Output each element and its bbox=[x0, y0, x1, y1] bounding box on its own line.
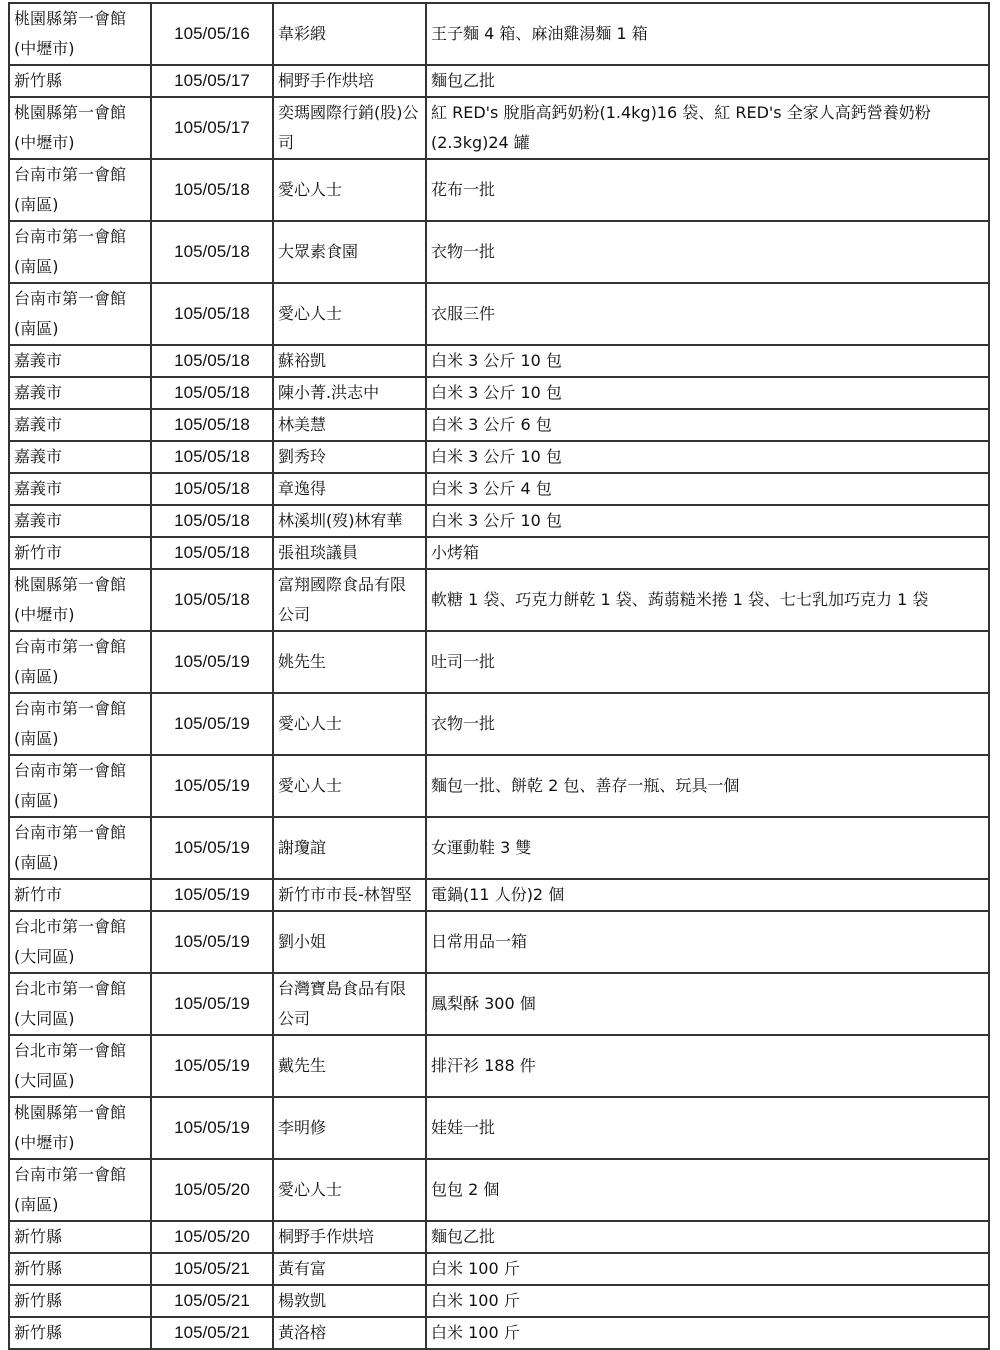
table-row bbox=[9, 159, 989, 221]
table-row bbox=[9, 283, 989, 345]
items-cell: 白米 3 公斤 10 包 bbox=[426, 345, 989, 377]
items-cell: 衣物一批 bbox=[426, 221, 989, 283]
donor-cell: 愛心人士 bbox=[273, 283, 426, 345]
donor-cell: 姚先生 bbox=[273, 631, 426, 693]
date-cell: 105/05/18 bbox=[151, 345, 273, 377]
location-cell: 桃園縣第一會館 (中壢市) bbox=[9, 1097, 151, 1159]
items-cell: 軟糖 1 袋、巧克力餅乾 1 袋、蒟蒻糙米捲 1 袋、七七乳加巧克力 1 袋 bbox=[426, 569, 989, 631]
items-cell: 電鍋(11 人份)2 個 bbox=[426, 879, 989, 911]
table-row bbox=[9, 409, 989, 441]
table-row bbox=[9, 1035, 989, 1097]
date-cell: 105/05/21 bbox=[151, 1285, 273, 1317]
donor-cell: 蘇裕凱 bbox=[273, 345, 426, 377]
date-cell: 105/05/19 bbox=[151, 1035, 273, 1097]
donation-table-body bbox=[9, 3, 989, 1349]
location-cell: 新竹市 bbox=[9, 879, 151, 911]
items-cell: 白米 3 公斤 10 包 bbox=[426, 441, 989, 473]
items-cell: 衣服三件 bbox=[426, 283, 989, 345]
table-row bbox=[9, 755, 989, 817]
donor-cell: 李明修 bbox=[273, 1097, 426, 1159]
items-cell: 衣物一批 bbox=[426, 693, 989, 755]
date-cell: 105/05/20 bbox=[151, 1221, 273, 1253]
date-cell: 105/05/17 bbox=[151, 97, 273, 159]
items-cell: 鳳梨酥 300 個 bbox=[426, 973, 989, 1035]
donor-cell: 愛心人士 bbox=[273, 159, 426, 221]
date-cell: 105/05/18 bbox=[151, 283, 273, 345]
donor-cell: 桐野手作烘培 bbox=[273, 65, 426, 97]
items-cell: 白米 3 公斤 10 包 bbox=[426, 505, 989, 537]
table-row bbox=[9, 345, 989, 377]
table-row bbox=[9, 1159, 989, 1221]
donor-cell: 楊敦凱 bbox=[273, 1285, 426, 1317]
donor-cell: 愛心人士 bbox=[273, 693, 426, 755]
table-row bbox=[9, 97, 989, 159]
items-cell: 花布一批 bbox=[426, 159, 989, 221]
donor-cell: 陳小菁.洪志中 bbox=[273, 377, 426, 409]
location-cell: 台南市第一會館 (南區) bbox=[9, 817, 151, 879]
donor-cell: 富翔國際食品有限公司 bbox=[273, 569, 426, 631]
table-row bbox=[9, 973, 989, 1035]
date-cell: 105/05/19 bbox=[151, 755, 273, 817]
location-cell: 台北市第一會館 (大同區) bbox=[9, 1035, 151, 1097]
location-cell: 台南市第一會館 (南區) bbox=[9, 631, 151, 693]
donation-sheet bbox=[8, 2, 988, 1350]
date-cell: 105/05/19 bbox=[151, 693, 273, 755]
donor-cell: 劉秀玲 bbox=[273, 441, 426, 473]
donor-cell: 桐野手作烘培 bbox=[273, 1221, 426, 1253]
items-cell: 王子麵 4 箱、麻油雞湯麵 1 箱 bbox=[426, 3, 989, 65]
location-cell: 台南市第一會館 (南區) bbox=[9, 221, 151, 283]
donor-cell: 劉小姐 bbox=[273, 911, 426, 973]
items-cell: 小烤箱 bbox=[426, 537, 989, 569]
location-cell: 嘉義市 bbox=[9, 409, 151, 441]
date-cell: 105/05/20 bbox=[151, 1159, 273, 1221]
date-cell: 105/05/18 bbox=[151, 409, 273, 441]
items-cell: 麵包乙批 bbox=[426, 65, 989, 97]
location-cell: 台南市第一會館 (南區) bbox=[9, 693, 151, 755]
donor-cell: 黃有富 bbox=[273, 1253, 426, 1285]
table-row bbox=[9, 221, 989, 283]
location-cell: 嘉義市 bbox=[9, 377, 151, 409]
donor-cell: 奕瑪國際行銷(股)公司 bbox=[273, 97, 426, 159]
table-row bbox=[9, 65, 989, 97]
donor-cell: 黃洛榕 bbox=[273, 1317, 426, 1349]
location-cell: 新竹縣 bbox=[9, 1317, 151, 1349]
table-row bbox=[9, 473, 989, 505]
table-row bbox=[9, 1253, 989, 1285]
date-cell: 105/05/18 bbox=[151, 441, 273, 473]
donor-cell: 林溪圳(歿)林宥華 bbox=[273, 505, 426, 537]
date-cell: 105/05/19 bbox=[151, 911, 273, 973]
donation-table bbox=[8, 2, 990, 1350]
donor-cell: 張祖琰議員 bbox=[273, 537, 426, 569]
items-cell: 白米 100 斤 bbox=[426, 1317, 989, 1349]
date-cell: 105/05/19 bbox=[151, 817, 273, 879]
items-cell: 日常用品一箱 bbox=[426, 911, 989, 973]
date-cell: 105/05/18 bbox=[151, 505, 273, 537]
items-cell: 娃娃一批 bbox=[426, 1097, 989, 1159]
location-cell: 新竹縣 bbox=[9, 65, 151, 97]
items-cell: 排汗衫 188 件 bbox=[426, 1035, 989, 1097]
location-cell: 嘉義市 bbox=[9, 345, 151, 377]
location-cell: 台南市第一會館 (南區) bbox=[9, 755, 151, 817]
location-cell: 嘉義市 bbox=[9, 473, 151, 505]
location-cell: 嘉義市 bbox=[9, 441, 151, 473]
location-cell: 桃園縣第一會館 (中壢市) bbox=[9, 97, 151, 159]
table-row bbox=[9, 817, 989, 879]
table-row bbox=[9, 377, 989, 409]
table-row bbox=[9, 693, 989, 755]
donor-cell: 大眾素食園 bbox=[273, 221, 426, 283]
date-cell: 105/05/17 bbox=[151, 65, 273, 97]
date-cell: 105/05/19 bbox=[151, 1097, 273, 1159]
date-cell: 105/05/16 bbox=[151, 3, 273, 65]
date-cell: 105/05/18 bbox=[151, 377, 273, 409]
location-cell: 新竹市 bbox=[9, 537, 151, 569]
items-cell: 白米 3 公斤 6 包 bbox=[426, 409, 989, 441]
table-row bbox=[9, 1285, 989, 1317]
location-cell: 新竹縣 bbox=[9, 1221, 151, 1253]
location-cell: 台南市第一會館 (南區) bbox=[9, 159, 151, 221]
donor-cell: 謝瓊誼 bbox=[273, 817, 426, 879]
location-cell: 嘉義市 bbox=[9, 505, 151, 537]
donor-cell: 新竹市市長-林智堅 bbox=[273, 879, 426, 911]
items-cell: 紅 RED's 脫脂高鈣奶粉(1.4kg)16 袋、紅 RED's 全家人高鈣營養奶粉(2.3kg)24 罐 bbox=[426, 97, 989, 159]
table-row bbox=[9, 1317, 989, 1349]
location-cell: 台北市第一會館 (大同區) bbox=[9, 973, 151, 1035]
donor-cell: 台灣寶島食品有限公司 bbox=[273, 973, 426, 1035]
location-cell: 新竹縣 bbox=[9, 1285, 151, 1317]
items-cell: 白米 100 斤 bbox=[426, 1253, 989, 1285]
items-cell: 白米 3 公斤 4 包 bbox=[426, 473, 989, 505]
table-row bbox=[9, 505, 989, 537]
date-cell: 105/05/18 bbox=[151, 537, 273, 569]
table-row bbox=[9, 879, 989, 911]
table-row bbox=[9, 1097, 989, 1159]
donor-cell: 韋彩緞 bbox=[273, 3, 426, 65]
items-cell: 白米 3 公斤 10 包 bbox=[426, 377, 989, 409]
table-row bbox=[9, 569, 989, 631]
items-cell: 女運動鞋 3 雙 bbox=[426, 817, 989, 879]
donor-cell: 愛心人士 bbox=[273, 1159, 426, 1221]
donor-cell: 戴先生 bbox=[273, 1035, 426, 1097]
date-cell: 105/05/19 bbox=[151, 879, 273, 911]
date-cell: 105/05/18 bbox=[151, 221, 273, 283]
items-cell: 包包 2 個 bbox=[426, 1159, 989, 1221]
table-row bbox=[9, 537, 989, 569]
date-cell: 105/05/21 bbox=[151, 1253, 273, 1285]
items-cell: 麵包一批、餅乾 2 包、善存一瓶、玩具一個 bbox=[426, 755, 989, 817]
location-cell: 新竹縣 bbox=[9, 1253, 151, 1285]
location-cell: 台北市第一會館 (大同區) bbox=[9, 911, 151, 973]
date-cell: 105/05/18 bbox=[151, 473, 273, 505]
table-row bbox=[9, 1221, 989, 1253]
date-cell: 105/05/21 bbox=[151, 1317, 273, 1349]
date-cell: 105/05/19 bbox=[151, 631, 273, 693]
location-cell: 台南市第一會館 (南區) bbox=[9, 283, 151, 345]
location-cell: 桃園縣第一會館 (中壢市) bbox=[9, 3, 151, 65]
date-cell: 105/05/18 bbox=[151, 569, 273, 631]
donor-cell: 愛心人士 bbox=[273, 755, 426, 817]
location-cell: 桃園縣第一會館 (中壢市) bbox=[9, 569, 151, 631]
table-row bbox=[9, 3, 989, 65]
date-cell: 105/05/18 bbox=[151, 159, 273, 221]
items-cell: 吐司一批 bbox=[426, 631, 989, 693]
items-cell: 麵包乙批 bbox=[426, 1221, 989, 1253]
table-row bbox=[9, 441, 989, 473]
table-row bbox=[9, 631, 989, 693]
donor-cell: 林美慧 bbox=[273, 409, 426, 441]
location-cell: 台南市第一會館 (南區) bbox=[9, 1159, 151, 1221]
table-row bbox=[9, 911, 989, 973]
items-cell: 白米 100 斤 bbox=[426, 1285, 989, 1317]
donor-cell: 章逸得 bbox=[273, 473, 426, 505]
date-cell: 105/05/19 bbox=[151, 973, 273, 1035]
